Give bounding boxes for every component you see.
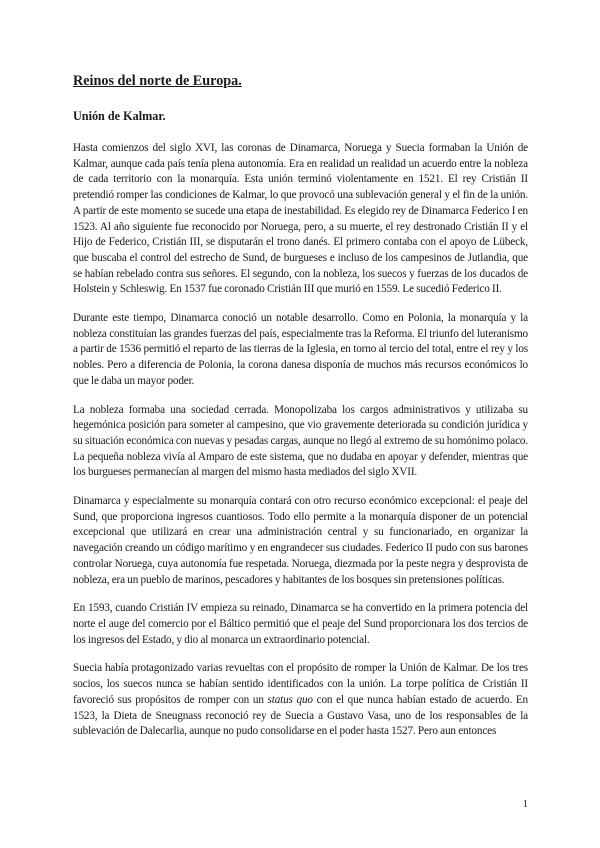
- document-body: [73, 72, 528, 753]
- paragraph-3: La nobleza formaba una sociedad cerrada. Monopolizaba los cargos administrativos y utilizaba su hegemónica posición para someter al campesino, que vio gravemente deteriorada su condición jurídica y su situación económica con nuevas y pesadas cargas, aunque no llegó al extremo de su homónimo polaco. La pequeña nobleza vivía al Amparo de este sistema, que no dudaba en apoyar y defender, mientras que los burgueses permanecían al margen del mismo hasta mediados del siglo XVII.: [73, 403, 528, 479]
- paragraph-6-text-start: Suecia había protagonizado varias revueltas con el propósito de romper la Unión de Kalmar. De los tres socios, los suecos nunca se habían sentido identificados con la unión. La torpe política de Cristián II favoreció sus propósitos de romper con un: [73, 662, 528, 706]
- document-title: Reinos del norte de Europa.: [73, 73, 242, 89]
- section-heading: Unión de Kalmar.: [73, 109, 166, 123]
- paragraph-6: [73, 661, 528, 740]
- paragraph-1: Hasta comienzos del siglo XVI, las coronas de Dinamarca, Noruega y Suecia formaban la Unión de Kalmar, aunque cada país tenía plena autonomía. Era en realidad un realidad un acuerdo entre la nobleza de cada territorio con la monarquía. Esta unión terminó violentamente en 1521. El rey Cristián II pretendió romper las condiciones de Kalmar, lo que provocó una sublevación general y el fin de la unión. A partir de este momento se sucede una etapa de inestabilidad. Es elegido rey de Dinamarca Federico I en 1523. Al año siguiente fue reconocido por Noruega, pero, a su muerte, el rey destronado Cristián II y el Hijo de Federico, Cristián III, se disputarán el trono danés. El primero contaba con el apoyo de Lübeck, que buscaba el control del estrecho de Sund, de burgueses e incluso de los campesinos de Jutlandia, que se habían rebelado contra sus señores. El segundo, con la nobleza, los suecos y fuerzas de los ducados de Holstein y Schleswig. En 1537 fue coronado Cristián III que murió en 1559. Le sucedió Federico II.: [73, 142, 528, 296]
- paragraph-5: En 1593, cuando Cristián IV empieza su reinado, Dinamarca se ha convertido en la primera potencia del norte el auge del comercio por el Báltico permitió que el peaje del Sund proporcionara los dos tercios de los ingresos del Estado, y dio al monarca un extraordinario potencial.: [73, 602, 528, 646]
- paragraph-2: Durante este tiempo, Dinamarca conoció un notable desarrollo. Como en Polonia, la monarquía y la nobleza constituían las grandes fuerzas del país, especialmente tras la Reforma. El triunfo del luteranismo a partir de 1536 permitió el reparto de las tierras de la Iglesia, en torno al tercio del total, entre el rey y los nobles. Pero a diferencia de Polonia, la corona danesa disponía de muchos más recursos económicos lo que le daba un mayor poder.: [73, 312, 528, 387]
- italic-term: status quo: [267, 693, 313, 706]
- paragraph-6-text-end: con el que nunca habían estado de acuerdo. En 1523, la Dieta de Sneugnass reconoció rey de Suecia a Gustavo Vasa, uno de los responsables de la sublevación de Dalecarlia, aunque no pudo consolidarse en el poder hasta 1527. Pero aun entonces: [73, 693, 528, 738]
- paragraph-4: Dinamarca y especialmente su monarquía contará con otro recurso económico excepcional: el peaje del Sund, que proporciona ingresos cuantiosos. Todo ello permite a la monarquía disponer de un potencial excepcional que utilizará en crear una administración central y su funcionariado, en organizar la navegación creando un código marítimo y en engrandecer sus ciudades. Federico II pudo con sus barones controlar Noruega, cuya autonomía fue respetada. Noruega, diezmada por la peste negra y desprovista de nobleza, era un pueblo de marinos, pescadores y habitantes de los bosques sin pretensiones políticas.: [73, 495, 528, 586]
- page-number: 1: [522, 799, 528, 810]
